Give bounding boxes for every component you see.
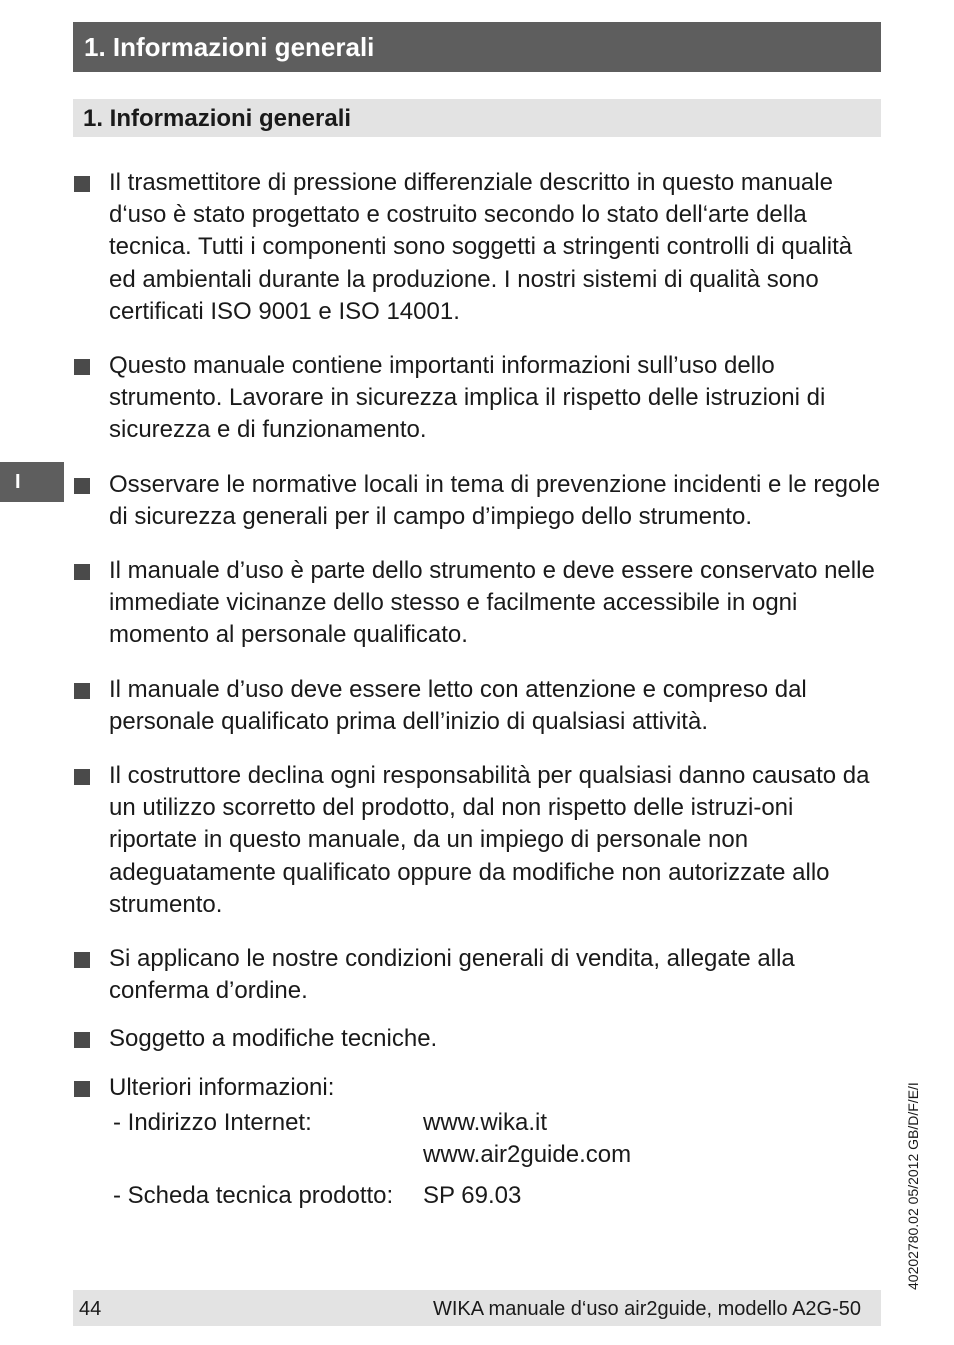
datasheet-value: SP 69.03 <box>423 1182 522 1210</box>
bullet-square-icon <box>74 1032 90 1048</box>
internet-row <box>113 1107 885 1171</box>
section-title: 1. Informazioni generali <box>83 105 352 132</box>
list-item-text: Si applicano le nostre condizioni generali di vendita, allegate alla conferma d’ordine. <box>109 945 795 1005</box>
list-item-text: Questo manuale contiene importanti informazioni sull’uso dello strumento. Lavorare in sicurezza implica il rispetto delle istruzioni di sicurezza e di funzionamento. <box>109 352 826 444</box>
website-link[interactable]: www.air2guide.com <box>423 1141 632 1169</box>
list-item <box>73 760 885 921</box>
list-item <box>73 469 885 533</box>
list-item-text: Osservare le normative locali in tema di prevenzione incidenti e le regole di sicurezza generali per il campo d’impiego dello strumento. <box>109 470 881 530</box>
list-item <box>73 350 885 447</box>
list-item <box>73 1023 885 1055</box>
page-number: 44 <box>79 1298 102 1320</box>
list-item <box>73 167 885 328</box>
list-item-text: Ulteriori informazioni: <box>109 1073 335 1101</box>
list-item <box>73 943 885 1007</box>
page-footer <box>73 1290 881 1326</box>
list-item <box>73 1072 885 1104</box>
list-item-text: Il trasmettitore di pressione differenziale descritto in questo manuale d‘uso è stato progettato e costruito secondo lo stato dell‘arte della tecnica. Tutti i componenti sono soggetti a stringenti controlli di qualità ed ambientali durante la produzione. I nostri sistemi di qualità sono certificati ISO 9001 e ISO 14001. <box>109 169 853 325</box>
website-link[interactable]: www.wika.it <box>423 1108 548 1136</box>
footer-document-title: WIKA manuale d‘uso air2guide, modello A2G-50 <box>432 1298 861 1320</box>
bullet-square-icon <box>74 1081 90 1097</box>
chapter-title: 1. Informazioni generali <box>84 32 375 62</box>
language-tab <box>0 462 64 502</box>
list-item-text: Soggetto a modifiche tecniche. <box>109 1025 438 1053</box>
section-header <box>73 99 881 137</box>
info-table <box>113 1107 885 1213</box>
bullet-square-icon <box>74 478 90 494</box>
bullet-square-icon <box>74 564 90 580</box>
list-item <box>73 555 885 652</box>
list-item-text: Il manuale d’uso è parte dello strumento e deve essere conservato nelle immediate vicinanze dello stesso e facilmente accessibile in ogni momento al personale qualificato. <box>109 557 875 649</box>
list-item-text: Il manuale d’uso deve essere letto con attenzione e compreso dal personale qualificato prima dell’inizio di qualsiasi attività. <box>109 675 807 735</box>
datasheet-label: - Scheda tecnica prodotto: <box>113 1182 394 1210</box>
list-item <box>73 674 885 738</box>
list-item-text: Il costruttore declina ogni responsabilità per qualsiasi danno causato da un utilizzo scorretto del prodotto, dal non rispetto delle istruzi-oni riportate in questo manuale, da un impiego di personale non adeguatamente qualificato oppure da modifiche non autorizzate allo strumento. <box>109 762 870 918</box>
bullet-square-icon <box>74 769 90 785</box>
bullet-list <box>73 167 885 1212</box>
bullet-square-icon <box>74 359 90 375</box>
language-tab-label: I <box>15 471 21 493</box>
internet-links <box>423 1107 631 1171</box>
bullet-square-icon <box>74 176 90 192</box>
bullet-square-icon <box>74 952 90 968</box>
datasheet-row <box>113 1180 885 1212</box>
bullet-square-icon <box>74 683 90 699</box>
chapter-header <box>73 22 881 72</box>
internet-label: - Indirizzo Internet: <box>113 1108 312 1136</box>
document-code: 40202780.02 05/2012 GB/D/F/E/I <box>905 1082 921 1290</box>
